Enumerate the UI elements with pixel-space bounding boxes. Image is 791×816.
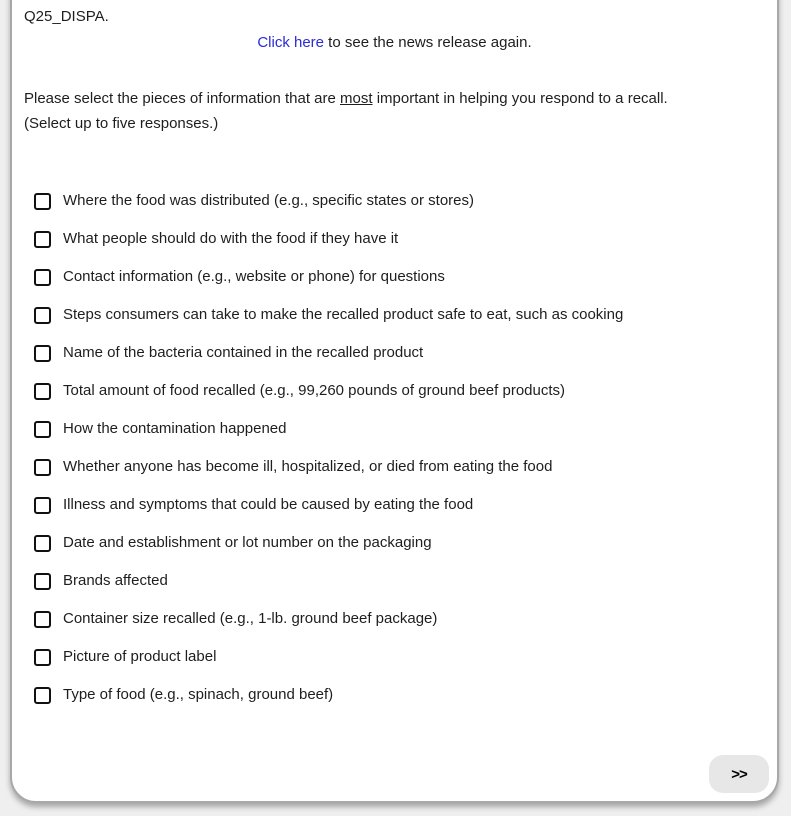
checkbox-unchecked-icon[interactable]: [34, 573, 51, 590]
instruction-before: Please select the pieces of information that are: [24, 90, 341, 107]
choice-row[interactable]: [34, 486, 765, 524]
choice-row[interactable]: [34, 258, 765, 296]
instruction-after: important in helping you respond to a recall.: [372, 90, 668, 107]
checkbox-unchecked-icon[interactable]: [34, 459, 51, 476]
checkbox-unchecked-icon[interactable]: [34, 307, 51, 324]
choice-label: Contact information (e.g., website or phone) for questions: [63, 268, 445, 285]
news-release-line: [24, 34, 765, 52]
choice-row[interactable]: [34, 448, 765, 486]
choice-label: Container size recalled (e.g., 1-lb. ground beef package): [63, 610, 438, 627]
checkbox-unchecked-icon[interactable]: [34, 193, 51, 210]
choice-label: Picture of product label: [63, 648, 217, 665]
checkbox-unchecked-icon[interactable]: [34, 421, 51, 438]
instruction-line-1: [24, 86, 765, 111]
checkbox-unchecked-icon[interactable]: [34, 497, 51, 514]
next-button[interactable]: >>: [709, 755, 769, 793]
choice-row[interactable]: [34, 182, 765, 220]
checkbox-unchecked-icon[interactable]: [34, 649, 51, 666]
choice-label: Whether anyone has become ill, hospitalized, or died from eating the food: [63, 458, 553, 475]
checkbox-unchecked-icon[interactable]: [34, 345, 51, 362]
choice-label: Type of food (e.g., spinach, ground beef): [63, 686, 334, 703]
choice-list: [34, 182, 765, 714]
instruction-line-2: (Select up to five responses.): [24, 115, 219, 132]
choice-row[interactable]: [34, 638, 765, 676]
choice-row[interactable]: [34, 410, 765, 448]
click-here-link[interactable]: Click here: [257, 34, 325, 51]
choice-label: Steps consumers can take to make the recalled product safe to eat, such as cooking: [63, 306, 624, 323]
choice-row[interactable]: [34, 600, 765, 638]
choice-row[interactable]: [34, 562, 765, 600]
choice-row[interactable]: [34, 296, 765, 334]
survey-card: [10, 0, 779, 803]
choice-label: Illness and symptoms that could be caused by eating the food: [63, 496, 474, 513]
choice-label: Name of the bacteria contained in the recalled product: [63, 344, 424, 361]
news-release-text: to see the news release again.: [324, 34, 532, 51]
choice-row[interactable]: [34, 524, 765, 562]
choice-label: What people should do with the food if they have it: [63, 230, 399, 247]
checkbox-unchecked-icon[interactable]: [34, 269, 51, 286]
checkbox-unchecked-icon[interactable]: [34, 611, 51, 628]
choice-row[interactable]: [34, 220, 765, 258]
checkbox-unchecked-icon[interactable]: [34, 535, 51, 552]
instruction-emphasis: most: [340, 90, 373, 107]
choice-label: Where the food was distributed (e.g., specific states or stores): [63, 192, 475, 209]
choice-row[interactable]: [34, 372, 765, 410]
checkbox-unchecked-icon[interactable]: [34, 231, 51, 248]
question-id: Q25_DISPA.: [24, 8, 109, 25]
choice-label: How the contamination happened: [63, 420, 287, 437]
choice-label: Date and establishment or lot number on the packaging: [63, 534, 432, 551]
checkbox-unchecked-icon[interactable]: [34, 687, 51, 704]
choice-row[interactable]: [34, 676, 765, 714]
question-instruction: [24, 86, 765, 136]
choice-label: Total amount of food recalled (e.g., 99,260 pounds of ground beef products): [63, 382, 566, 399]
choice-row[interactable]: [34, 334, 765, 372]
choice-label: Brands affected: [63, 572, 168, 589]
checkbox-unchecked-icon[interactable]: [34, 383, 51, 400]
